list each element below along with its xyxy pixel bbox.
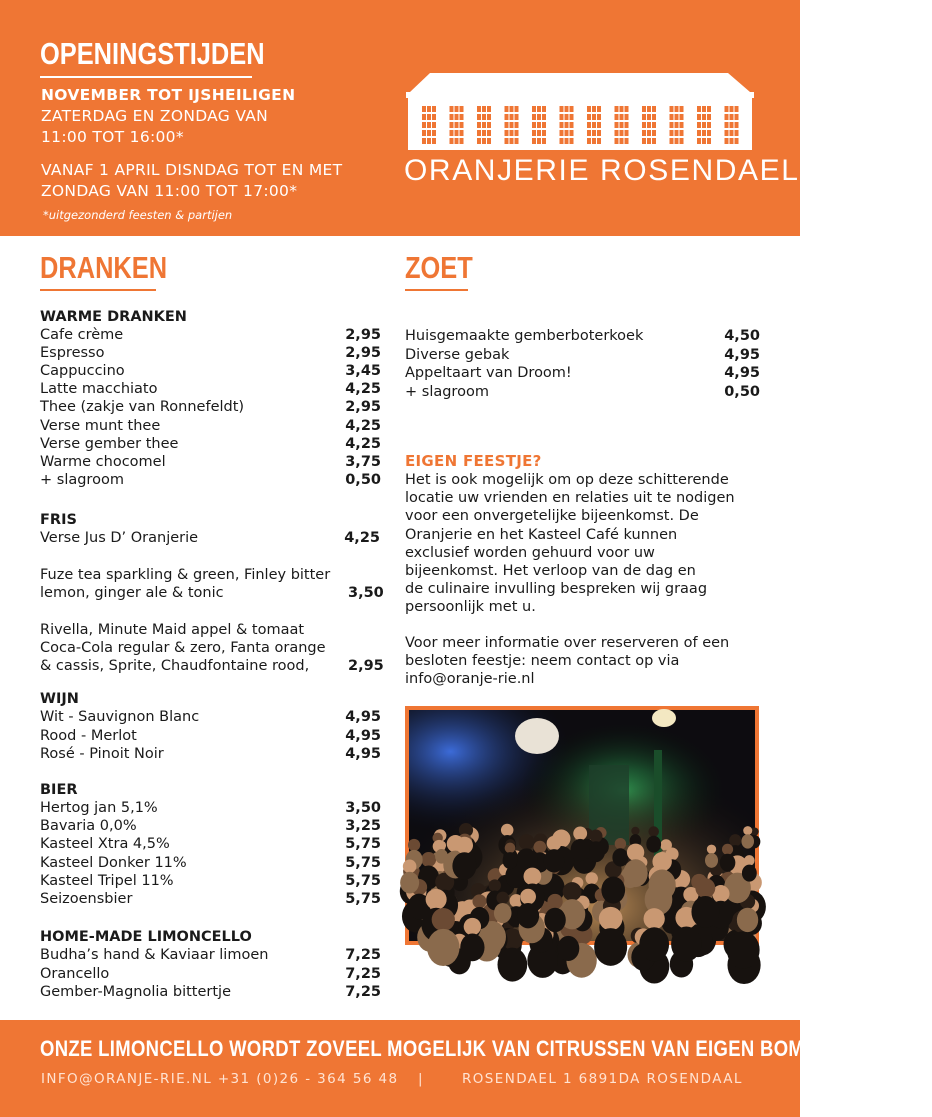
item-name: Bavaria 0,0% [40,818,137,835]
menu-item-multiline [40,566,340,602]
item-name: Huisgemaakte gemberboterkoek [405,328,644,344]
logo-text: ORANJERIE ROSENDAEL [404,154,800,187]
menu-item [40,854,381,872]
category-fris: FRIS [40,512,77,528]
menu-item [40,965,381,983]
menu-item [40,708,381,726]
item-price: 3,75 [345,453,381,470]
dranken-title: DRANKEN [40,250,168,285]
menu-item [40,471,381,489]
item-price: 7,25 [345,984,381,1000]
item-price: 4,95 [345,746,381,762]
menu-item [40,890,381,908]
menu-item [40,435,381,453]
item-name: + slagroom [40,471,124,488]
item-price: 4,95 [345,709,381,725]
category-limoncello: HOME-MADE LIMONCELLO [40,929,252,945]
item-name: Verse Jus D’ Oranjerie [40,530,199,546]
footer-tagline: ONZE LIMONCELLO WORDT ZOVEEL MOGELIJK VAN CITRUSSEN VAN EIGEN BOMEN GEMAAKT [40,1036,932,1061]
item-line: Coca-Cola regular & zero, Fanta orange [40,640,326,656]
item-name: Thee (zakje van Ronnefeldt) [40,399,245,416]
menu-item [405,346,760,364]
feestje-paragraph: Het is ook mogelijk om op deze schitterende locatie uw vrienden en relaties uit te nodigen voor een onvergetelijke bijeenkomst. De Oranjerie en het Kasteel Café kunnen exclusief worden gehuurd voor uw bijeenkomst. Het verloop van de dag en de culinaire invulling bespreken wij graag persoonlijk met u. [405,472,735,616]
item-price: 0,50 [345,471,381,488]
item-price: 7,25 [345,965,381,982]
item-name: Appeltaart van Droom! [405,365,572,381]
item-name: Cafe crème [40,327,124,343]
zoet-title: ZOET [405,250,473,285]
item-price: 0,50 [724,383,760,400]
item-name: Verse munt thee [40,417,161,434]
item-name: Budha’s hand & Kaviaar limoen [40,947,269,963]
hours-line: ZATERDAG EN ZONDAG VAN [41,107,269,125]
item-name: Latte macchiato [40,381,158,398]
item-name: Espresso [40,345,105,362]
item-price: 4,50 [724,328,760,344]
eigen-feestje-title: EIGEN FEESTJE? [405,452,542,470]
item-price: 2,95 [345,327,381,343]
zoet-underline [405,289,468,291]
item-price: 4,25 [345,381,381,398]
menu-item [405,364,760,382]
item-price: 4,25 [345,435,381,452]
item-price: 4,95 [724,365,760,381]
item-price: 5,75 [345,891,381,907]
item-name: Diverse gebak [405,346,510,363]
item-line: Rivella, Minute Maid appel & tomaat [40,622,305,638]
item-price: 2,95 [345,345,381,362]
item-price: 5,75 [345,872,381,889]
hours-line: NOVEMBER TOT IJSHEILIGEN [41,86,296,104]
item-name: Hertog jan 5,1% [40,800,158,816]
hours-line: ZONDAG VAN 11:00 TOT 17:00* [41,182,298,200]
item-name: Cappuccino [40,363,125,380]
menu-item [40,727,381,745]
item-line: Fuze tea sparkling & green, Finley bitter [40,567,331,583]
item-name: Rosé - Pinoit Noir [40,746,164,762]
item-price: 4,25 [345,417,381,434]
menu-item [40,835,381,853]
footer-email-phone: INFO@ORANJE-RIE.NL +31 (0)26 - 364 56 48 [41,1071,399,1087]
menu-item [40,817,381,835]
menu-item [40,326,381,344]
item-price: 2,95 [345,399,381,416]
item-price: 3,45 [345,363,381,380]
title-underline [40,76,252,78]
menu-item [40,983,381,1001]
menu-item [40,946,381,964]
hours-line: VANAF 1 APRIL DISNDAG TOT EN MET [41,161,343,179]
item-name: Kasteel Tripel 11% [40,872,174,889]
item-name: Seizoensbier [40,891,133,907]
feestje-contact-paragraph: Voor meer informatie over reserveren of een besloten feestje: neem contact op via info@oranje-rie.nl [405,635,730,688]
party-photo [405,706,759,945]
item-price: 3,50 [348,585,384,601]
menu-item [40,362,381,380]
item-name: Rood - Merlot [40,727,137,744]
item-name: Gember-Magnolia bittertje [40,984,232,1000]
item-price: 3,50 [345,800,381,816]
menu-item [40,398,381,416]
menu-item [405,327,760,345]
item-name: Warme chocomel [40,453,166,470]
item-name: Kasteel Xtra 4,5% [40,836,170,853]
menu-item [40,745,381,763]
item-price: 4,95 [724,346,760,363]
dranken-underline [40,289,156,291]
category-wijn: WIJN [40,691,79,707]
footer-band [0,1020,800,1117]
category-bier: BIER [40,782,78,798]
menu-item [40,344,381,362]
menu-item [40,453,381,471]
item-price: 5,75 [345,854,381,871]
item-name: Verse gember thee [40,435,179,452]
item-price: 4,95 [345,727,381,744]
menu-item [40,799,381,817]
item-line: & cassis, Sprite, Chaudfontaine rood, [40,658,310,674]
menu-item [40,872,381,890]
menu-item [40,380,381,398]
item-price: 3,25 [345,818,381,835]
item-price: 5,75 [345,836,381,853]
menu-item [405,383,760,401]
opening-hours-title: OPENINGSTIJDEN [40,36,265,71]
item-name: Kasteel Donker 11% [40,854,187,871]
item-price: 4,25 [344,530,380,546]
footer-address: ROSENDAEL 1 6891DA ROSENDAAL [462,1071,743,1087]
item-line: lemon, ginger ale & tonic [40,585,224,601]
orangery-building-icon [400,70,760,150]
item-name: + slagroom [405,383,489,400]
menu-item [40,417,381,435]
item-price: 7,25 [345,947,381,963]
item-price: 2,95 [348,658,384,674]
menu-item-multiline [40,621,340,675]
item-name: Orancello [40,965,110,982]
menu-item [40,529,380,547]
item-name: Wit - Sauvignon Blanc [40,709,200,725]
hours-line: 11:00 TOT 16:00* [41,128,184,146]
footer-separator: | [418,1071,424,1087]
category-warme-dranken: WARME DRANKEN [40,309,187,325]
hours-note: *uitgezonderd feesten & partijen [43,208,233,222]
